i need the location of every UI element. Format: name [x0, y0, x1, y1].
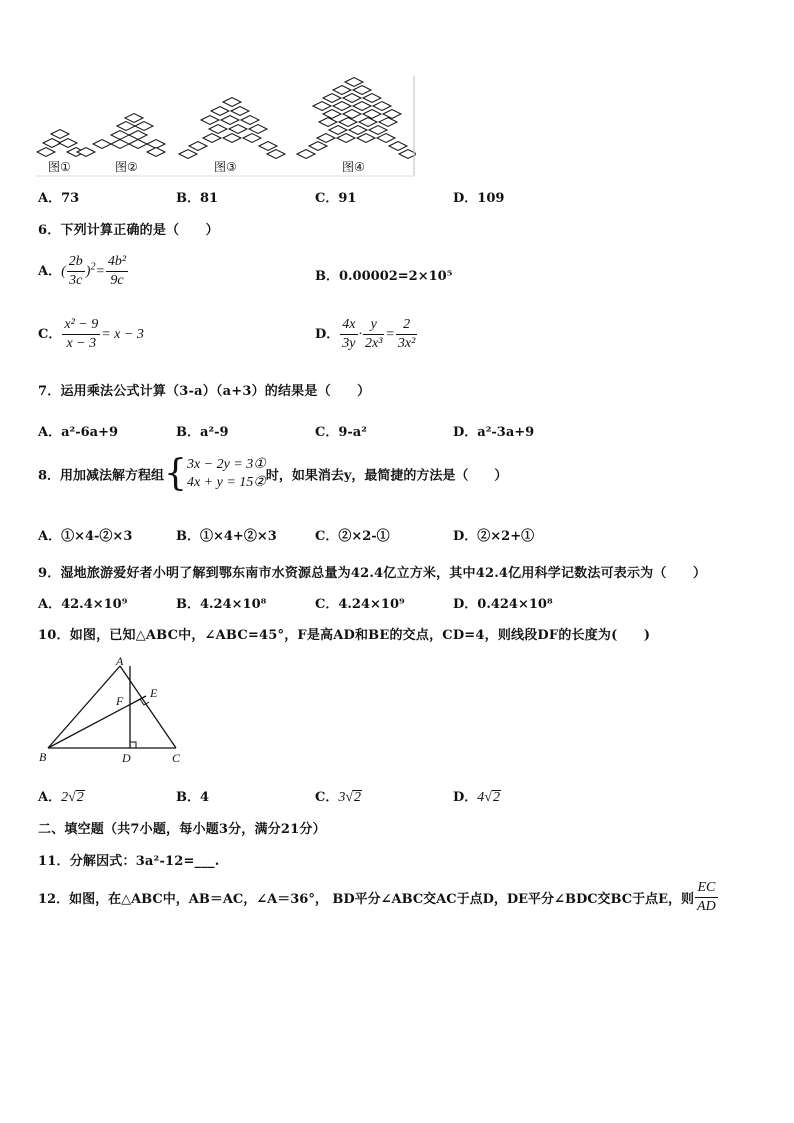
rhombus-shape: [243, 134, 261, 143]
q8-option-c[interactable]: C．②×2-①: [315, 529, 390, 544]
rhombus-shape: [343, 94, 361, 103]
figure-caption-2: 图②: [115, 160, 138, 174]
rhombus-shape: [51, 130, 69, 139]
q8-option-a[interactable]: A．①×4-②×3: [38, 529, 133, 544]
triangle-figure: [36, 656, 186, 768]
rhombus-shape: [379, 118, 397, 127]
q9-option-b[interactable]: B．4.24×10⁸: [176, 597, 267, 612]
rhombus-shape: [111, 131, 129, 140]
rhombus-shape: [241, 116, 259, 125]
q6-a-paren-open: (: [61, 264, 66, 279]
q9-option-a[interactable]: A．42.4×10⁹: [38, 597, 128, 612]
rhombus-shape: [399, 150, 416, 159]
rhombus-shape: [249, 125, 267, 134]
rhombus-shape: [339, 118, 357, 127]
q6-c-rhs: = x − 3: [101, 327, 144, 342]
rhombus-shape: [129, 131, 147, 140]
q6-c-fraction: $\frac{\text{x² − 9}}{x - 3}$: [64, 317, 99, 351]
rhombus-shape: [369, 126, 387, 135]
vertex-label-b: B: [39, 750, 47, 764]
rhombus-shape: [201, 116, 219, 125]
rhombus-shape: [309, 142, 327, 151]
q10-option-d[interactable]: D．4√2: [453, 790, 500, 805]
rhombus-shape: [135, 122, 153, 131]
rhombus-shape: [117, 122, 135, 131]
q6-option-d[interactable]: D． $\frac{4x}{3y}$ · $\frac{y}{\text{2x³}}$ = $\frac{2}{\text{3x²}}$: [315, 317, 416, 351]
rhombus-shape: [323, 94, 341, 103]
rhombus-shape: [229, 125, 247, 134]
q7-option-d[interactable]: D．a²-3a+9: [453, 425, 535, 440]
q8-stem-pre: 8．用加减法解方程组: [38, 468, 165, 484]
rhombus-shape: [209, 125, 227, 134]
section-title: 二、填空题（共7小题，每小题3分，满分21分）: [38, 822, 326, 837]
q7-option-b[interactable]: B．a²-9: [176, 425, 229, 440]
rhombus-shape: [363, 110, 381, 119]
rhombus-shape: [353, 102, 371, 111]
rhombus-shape: [349, 126, 367, 135]
q8-option-b[interactable]: B．①×4+②×3: [176, 529, 277, 544]
pattern-figure: [36, 74, 416, 178]
q12-stem: [38, 880, 719, 915]
q6-d-fraction-1: $\frac{4x}{3y}$: [342, 317, 356, 351]
equation-2: 4x + y = 15②: [186, 475, 266, 490]
rhombus-shape: [363, 94, 381, 103]
rhombus-shape: [313, 102, 331, 111]
vertex-label-c: C: [172, 751, 181, 765]
figure-caption-1: 图①: [48, 160, 71, 174]
q6-d-fraction-3: $\frac{2}{\text{3x²}}$: [397, 317, 416, 351]
triangle-figure-svg: [36, 656, 186, 768]
q6-stem: 6．下列计算正确的是（ ）: [38, 223, 219, 238]
rhombus-shape: [37, 148, 55, 157]
rhombus-shape: [297, 150, 315, 159]
q6-d-fraction-2: $\frac{y}{\text{2x³}}$: [365, 317, 383, 351]
rhombus-shape: [147, 148, 165, 157]
rhombus-shape: [337, 134, 355, 143]
q7-option-c[interactable]: C．9-a²: [315, 425, 367, 440]
q6-a-exponent: 2: [90, 261, 96, 273]
q6-option-a-label: A．: [38, 264, 62, 279]
rhombus-shape: [333, 86, 351, 95]
q6-a-equals: =: [95, 264, 105, 279]
rhombus-shape: [203, 134, 221, 143]
rhombus-shape: [333, 102, 351, 111]
rhombus-shape: [373, 102, 391, 111]
equation-brace: {: [164, 453, 187, 494]
q8-option-d[interactable]: D．②×2+①: [453, 529, 535, 544]
figure-caption-3: 图③: [214, 160, 237, 174]
q6-option-c[interactable]: [38, 317, 144, 352]
rhombus-shape: [223, 134, 241, 143]
q5-option-c[interactable]: C．91: [315, 191, 357, 206]
q6-option-c-label: C．: [38, 327, 62, 342]
q6-option-d-label: D．: [315, 327, 340, 342]
rhombus-shape: [59, 139, 77, 148]
q10-stem: 10．如图，已知△ABC中，∠ABC=45°，F是高AD和BE的交点，CD=4，则线段DF的长度为( ): [38, 628, 651, 643]
q12-fraction: $\frac{EC}{AD}$: [697, 880, 716, 914]
q6-option-a[interactable]: [38, 254, 129, 289]
rhombus-shape: [323, 110, 341, 119]
rhombus-shape: [389, 142, 407, 151]
rhombus-shape: [93, 140, 111, 149]
point-label-d: D: [122, 751, 131, 765]
rhombus-shape: [223, 98, 241, 107]
rhombus-shape: [377, 134, 395, 143]
equation-1: 3x − 2y = 3①: [186, 457, 266, 472]
point-label-e: E: [150, 686, 158, 700]
q6-option-b[interactable]: B．0.00002=2×10⁵: [315, 269, 453, 284]
rhombus-shape: [189, 142, 207, 151]
q10-option-a[interactable]: A．2√2: [38, 790, 84, 805]
rhombus-shape: [125, 114, 143, 123]
q5-option-b[interactable]: B．81: [176, 191, 219, 206]
rhombus-shape: [231, 107, 249, 116]
rhombus-shape: [343, 110, 361, 119]
q8-stem-post: 时，如果消去y，最简捷的方法是（ ）: [265, 468, 508, 484]
q8-stem: [38, 453, 508, 494]
rhombus-shape: [129, 140, 147, 149]
q9-option-c[interactable]: C．4.24×10⁹: [315, 597, 405, 612]
q10-option-b[interactable]: B．4: [176, 790, 210, 805]
q7-stem: 7．运用乘法公式计算（3-a）（a+3）的结果是（ ）: [38, 384, 371, 399]
vertex-label-a: A: [116, 654, 124, 668]
q6-a-result-fraction: $\frac{\text{4b²}}{9c}$: [107, 254, 127, 288]
rhombus-shape: [211, 107, 229, 116]
rhombus-shape: [357, 134, 375, 143]
q10-option-c[interactable]: C．3√2: [315, 790, 362, 805]
rhombus-shape: [221, 116, 239, 125]
rhombus-shape: [267, 150, 285, 159]
q5-option-d[interactable]: D．109: [453, 191, 505, 206]
rhombus-shape: [383, 110, 401, 119]
rhombus-shape: [179, 150, 197, 159]
q9-stem: 9．湿地旅游爱好者小明了解到鄂东南市水资源总量为42.4亿立方米，其中42.4亿用科学记数法可表示为（ ）: [38, 566, 707, 581]
equation-system: [187, 456, 266, 492]
rhombus-shape: [359, 118, 377, 127]
rhombus-shape: [317, 134, 335, 143]
q7-option-a[interactable]: A．a²-6a+9: [38, 425, 119, 440]
rhombus-shape: [345, 78, 363, 87]
rhombus-shape: [353, 86, 371, 95]
q5-option-a[interactable]: A．73: [38, 191, 80, 206]
rhombus-shape: [111, 140, 129, 149]
rhombus-shape: [259, 142, 277, 151]
q11-stem: 11．分解因式：3a²-12=___.: [38, 854, 220, 869]
q12-stem-text: 12．如图，在△ABC中，AB＝AC，∠A＝36°， BD平分∠ABC交AC于点D，DE平分∠BDC交BC于点E，则: [38, 892, 695, 907]
q9-option-d[interactable]: D．0.424×10⁸: [453, 597, 553, 612]
point-label-f: F: [116, 694, 124, 708]
figure-caption-4: 图④: [342, 160, 365, 174]
q6-a-base-fraction: $\frac{2b}{3c}$: [68, 254, 83, 288]
q6-d-equals: =: [385, 327, 395, 342]
rhombus-shape: [329, 126, 347, 135]
q6-a-paren-close: ): [85, 264, 91, 279]
rhombus-shape: [319, 118, 337, 127]
